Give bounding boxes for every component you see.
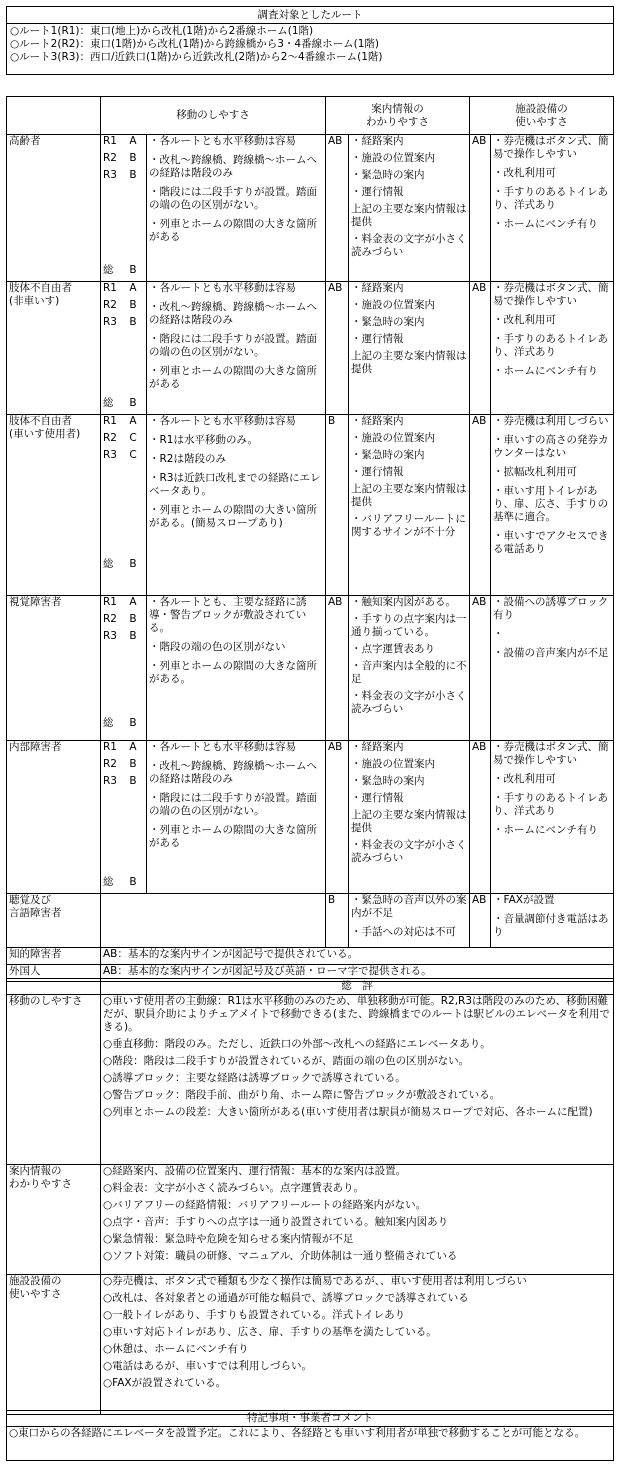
route-item: ○ルート3(R3)：西口/近鉄口(1階)から近鉄改札(2階)から2～4番線ホーム(1階) [10,51,383,63]
summary-item: ○車いす対応トイレがあり、広さ、扉、手すりの基準を満たしている。 [103,1326,437,1338]
summary-item: ○緊急情報：緊急時や危険を知らせる案内情報が不足 [103,1233,354,1245]
summary-table [6,978,614,1415]
summary-item: ○改札は、各対象者との通過が可能な幅員で、誘導ブロックで誘導されている [103,1292,469,1304]
info-grade: AB [326,741,349,894]
header-info: 案内情報の わかりやすさ [326,97,470,135]
total-grade: 総 B [103,264,137,276]
remarks-title: 特記事項・事業者コメント [7,1411,614,1427]
summary-blank [7,979,101,995]
route-grade: R1 A [103,741,137,753]
mobility-cell [101,894,326,948]
total-grade: 総 B [103,717,137,729]
summary-item: ○バリアフリーの経路情報：バリアフリールートの経路案内がない。 [103,1199,427,1211]
facility-cell: ・FAXが設置 ・音量調節付き電話はあり [491,894,614,948]
info-grade: B [326,894,349,948]
info-cell: ・経路案内 ・施設の位置案内 ・緊急時の案内 ・運行情報 上記の主要な案内情報は提供 ・バリアフリールートに関するサインが不十分 [349,415,470,596]
summary-item: ○券売機は、ボタン式で種類も少なく操作は簡易であるが、、車いす使用者は利用しづらい [103,1275,527,1287]
facility-cell: ・券売機はボタン式、簡易で操作しやすい ・改札利用可 ・手すりのあるトイレあり、洋式あり ・ホームにベンチ有り [491,135,614,282]
total-grade: 総 B [103,558,137,570]
table-row [7,282,614,415]
grade-cell [101,282,147,415]
route-grade: R2 B [103,758,137,770]
route-grade: R3 B [103,316,137,328]
header-facility: 施設設備の 使いやすさ [470,97,614,135]
routes-title: 調査対象としたルート [7,7,614,24]
grade-cell [101,135,147,282]
group-label: 肢体不自由者 (非車いす) [7,282,101,415]
summary-item: ○車いす使用者の主動線：R1は水平移動のみのため、単独移動が可能。R2,R3は階段のみのため、移動困難だが、駅員介助によりチェアメイトで移動できる(また、跨線橋までのルートは駅ビルのエレベータを利用できる)。 [103,995,610,1033]
info-cell: ・経路案内 ・施設の位置案内 ・緊急時の案内 ・運行情報 上記の主要な案内情報は提供 ・料金表の文字が小さく読みづらい [349,741,470,894]
summary-item: ○点字・音声：手すりへの点字は一通り設置されている。触知案内図あり [103,1216,449,1228]
facility-grade: AB [470,415,491,596]
summary-label: 施設設備の 使いやすさ [7,1275,101,1415]
summary-item: ○FAXが設置されている。 [103,1377,227,1389]
summary-item: ○経路案内、設備の位置案内、運行情報：基本的な案内は設置。 [103,1165,407,1177]
summary-items [101,1165,614,1275]
group-label: 高齢者 [7,135,101,282]
header-mobility: 移動のしやすさ [101,97,326,135]
info-grade: AB [326,282,349,415]
group-label: 肢体不自由者 (車いす使用者) [7,415,101,596]
total-grade: 総 B [103,876,137,888]
facility-grade: AB [470,741,491,894]
group-label: 視覚障害者 [7,596,101,741]
summary-label: 移動のしやすさ [7,995,101,1165]
route-grade: R2 B [103,613,137,625]
table-row [7,894,614,948]
summary-item: ○電話はあるが、車いすでは利用しづらい。 [103,1360,312,1372]
facility-cell: ・券売機は利用しづらい ・車いすの高さの発券カウンターはない ・拡幅改札利用可 ・車いす用トイレがあり、扉、広さ、手すりの基準に適合。 ・車いすでアクセスできる電話あり [491,415,614,596]
remarks-table [6,1410,614,1461]
route-grade: R3 B [103,169,137,181]
facility-cell: ・券売機はボタン式、簡易で操作しやすい ・改札利用可 ・手すりのあるトイレあり、洋式あり ・ホームにベンチ有り [491,282,614,415]
mobility-cell: ・各ルートとも、主要な経路に誘導・警告ブロックが敷設されている。 ・階段の端の色の区別がない ・列車とホームの隙間の大きな箇所がある。 [147,596,326,741]
group-label: 内部障害者 [7,741,101,894]
info-cell: ・触知案内図がある。 ・手すりの点字案内は一通り揃っている。 ・点字運賃表あり ・音声案内は全般的に不足 ・料金表の文字が小さく読みづらい [349,596,470,741]
summary-item: ○一般トイレがあり、手すりも設置されている。洋式トイレあり [103,1309,406,1321]
summary-items [101,995,614,1165]
facility-cell: ・券売機はボタン式、簡易で操作しやすい ・改札利用可 ・手すりのあるトイレあり、洋式あり ・ホームにベンチ有り [491,741,614,894]
route-grade: R2 B [103,299,137,311]
routes-table [6,6,614,75]
route-grade: R1 A [103,135,137,147]
remarks-text: ○東口からの各経路にエレベータを設置予定。これにより、各経路とも車いす利用者が単独で移動することが可能となる。 [7,1427,614,1461]
table-row [7,948,614,965]
evaluation-table [6,96,614,982]
table-row [7,596,614,741]
summary-item: ○警告ブロック：階段手前、曲がり角、ホーム際に警告ブロックが敷設されている。 [103,1089,501,1101]
group-label: 知的障害者 [7,948,101,965]
info-cell: ・緊急時の音声以外の案内が不足 ・手話への対応は不可 [349,894,470,948]
route-grade: R3 B [103,775,137,787]
summary-row [7,1165,614,1275]
facility-grade: AB [470,596,491,741]
routes-list [7,24,614,75]
mobility-cell: ・各ルートとも水平移動は容易 ・改札～跨線橋、跨線橋～ホームへの経路は階段のみ ・階段には二段手すりが設置。踏面の端の色の区別がない。 ・列車とホームの隙間の大きな箇所がある [147,135,326,282]
summary-item: ○料金表：文字が小さく読みづらい。点字運賃表あり。 [103,1182,364,1194]
summary-row [7,1275,614,1415]
route-grade: R1 A [103,282,137,294]
group-label: 外国人 [7,965,101,982]
summary-item: ○垂直移動：階段のみ。ただし、近鉄口の外部～改札への経路にエレベータあり。 [103,1038,491,1050]
facility-grade: AB [470,894,491,948]
summary-title: 総 評 [101,979,614,995]
info-grade: AB [326,596,349,741]
grade-cell [101,415,147,596]
info-grade: AB [326,135,349,282]
table-row [7,415,614,596]
mobility-cell: ・各ルートとも水平移動は容易 ・R1は水平移動のみ。 ・R2は階段のみ ・R3は近鉄口改札までの経路にエレベータあり。 ・列車とホームの隙間の大きい箇所がある。(簡易スロープあり) [147,415,326,596]
info-grade: B [326,415,349,596]
table-row [7,135,614,282]
facility-grade: AB [470,282,491,415]
grade-cell [101,741,147,894]
summary-body [7,995,614,1415]
summary-label: 案内情報の わかりやすさ [7,1165,101,1275]
group-label: 聴覚及び 言語障害者 [7,894,101,948]
summary-row [7,995,614,1165]
header-blank [7,97,101,135]
route-grade: R2 B [103,152,137,164]
summary-item: ○休憩は、ホームにベンチ有り [103,1343,249,1355]
facility-cell: ・設備への誘導ブロック有り ・ ・設備の音声案内が不足 [491,596,614,741]
info-cell: ・経路案内 ・施設の位置案内 ・緊急時の案内 ・運行情報 上記の主要な案内情報は提供 ・料金表の文字が小さく読みづらい [349,135,470,282]
facility-grade: AB [470,135,491,282]
grade-cell [101,596,147,741]
summary-item: ○ソフト対策：職員の研修、マニュアル、介助体制は一通り整備されている [103,1250,458,1262]
total-grade: 総 B [103,397,137,409]
route-grade: R3 C [103,449,137,461]
mobility-cell: ・各ルートとも水平移動は容易 ・改札～跨線橋、跨線橋～ホームへの経路は階段のみ ・階段には二段手すりが設置。踏面の端の色の区別がない。 ・列車とホームの隙間の大きな箇所がある [147,282,326,415]
evaluation-body [7,135,614,894]
note-cell: AB：基本的な案内サインが図記号で提供されている。 [101,948,614,965]
summary-item: ○階段：階段は二段手すりが設置されているが、踏面の端の色の区別がない。 [103,1055,470,1067]
route-item: ○ルート1(R1)：東口(地上)から改札(1階)から2番線ホーム(1階) [10,25,314,37]
info-cell: ・経路案内 ・施設の位置案内 ・緊急時の案内 ・運行情報 上記の主要な案内情報は提供 [349,282,470,415]
summary-items [101,1275,614,1415]
table-row [7,741,614,894]
route-item: ○ルート2(R2)：東口(1階)から改札(1階)から跨線橋から3・4番線ホーム(1階) [10,38,379,50]
route-grade: R1 A [103,415,137,427]
route-grade: R3 B [103,630,137,642]
route-grade: R2 C [103,432,137,444]
summary-item: ○列車とホームの段差：大きい箇所がある(車いす使用者は駅員が簡易スロープで対応、各ホームに配置) [103,1106,593,1118]
summary-item: ○誘導ブロック：主要な経路は誘導ブロックで誘導されている。 [103,1072,406,1084]
note-cell: AB：基本的な案内サインが図記号及び英語・ローマ字で提供される。 [101,965,614,982]
route-grade: R1 A [103,596,137,608]
mobility-cell: ・各ルートとも水平移動は容易 ・改札～跨線橋、跨線橋～ホームへの経路は階段のみ ・階段には二段手すりが設置。踏面の端の色の区別がない。 ・列車とホームの隙間の大きな箇所がある [147,741,326,894]
